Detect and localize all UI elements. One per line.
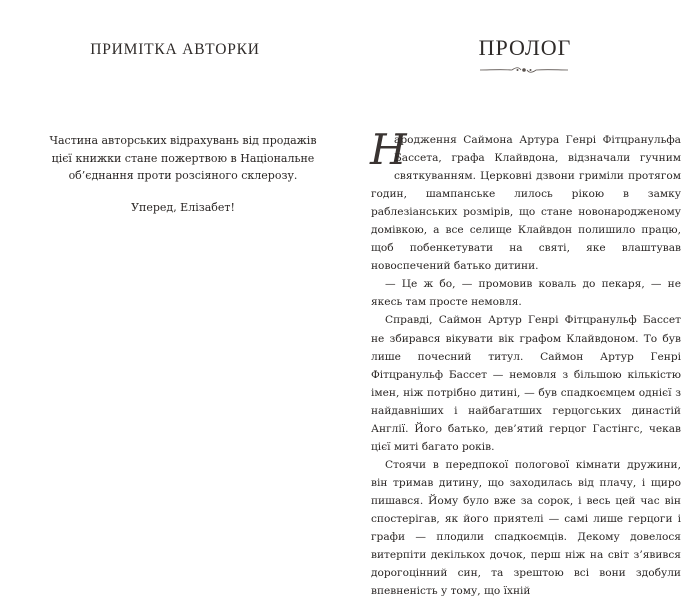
drop-cap: Н [370, 125, 407, 174]
right-page [350, 0, 700, 598]
left-page [0, 0, 350, 530]
paragraph-1 [370, 125, 681, 275]
author-note-signoff: Уперед, Елізабет! [131, 200, 235, 214]
paragraph-1-text: ародження Саймона Артура Генрі Фітцранульфа Бассета, графа Клайвдона, відзначали гучним святкуванням. Церковні дзвони гриміли протягом годин, шампанське лилось рікою в замку раблезіанських розмірів, що стане новонародженому домівкою, а все селище Клайвдон полишило працю, щоб побенкетувати на святі, яке влаштував новоспечений батько дитини. [371, 134, 681, 273]
flourish-divider-icon [478, 63, 570, 77]
paragraph-4: Стоячи в передпокої пологової кімнати дружини, він тримав дитину, що заходилась від плачу, і щиро пишався. Йому було вже за сорок, і весь цей час він спостерігав, як його приятелі — самі лише герцоги і графи — плодили спадкоємців. Декому довелося витерпіти декількох дочок, перш ніж на світ з’явився дорогоцінний син, та зрештою всі вони здобули впевненість у тому, що їхній [371, 458, 681, 598]
author-note-heading: ПРИМІТКА АВТОРКИ [90, 41, 260, 58]
paragraph-3: Справді, Саймон Артур Генрі Фітцранульф Бассет не збирався вікувати вік графом Клайвдоном. То був лише почесний титул. Саймон Артур Генрі Фітцранульф Бассет — немовля з більшою кількістю імен, ніж потрібно дитині, — був спадкоємцем однієї з найдавніших і найбагатших герцогських династій Англії. Його батько, дев’ятий герцог Гастінгс, чекав цієї миті багато років. [371, 314, 681, 453]
paragraph-2: — Це ж бо, — промовив коваль до пекаря, — не якесь там просте немовля. [371, 278, 681, 309]
author-note-text: Частина авторських відрахувань від продажів цієї книжки стане пожертвою в Національне об’єднання проти розсіяного склерозу. [49, 134, 317, 182]
author-note [40, 132, 326, 216]
prologue-title: ПРОЛОГ [478, 35, 572, 60]
